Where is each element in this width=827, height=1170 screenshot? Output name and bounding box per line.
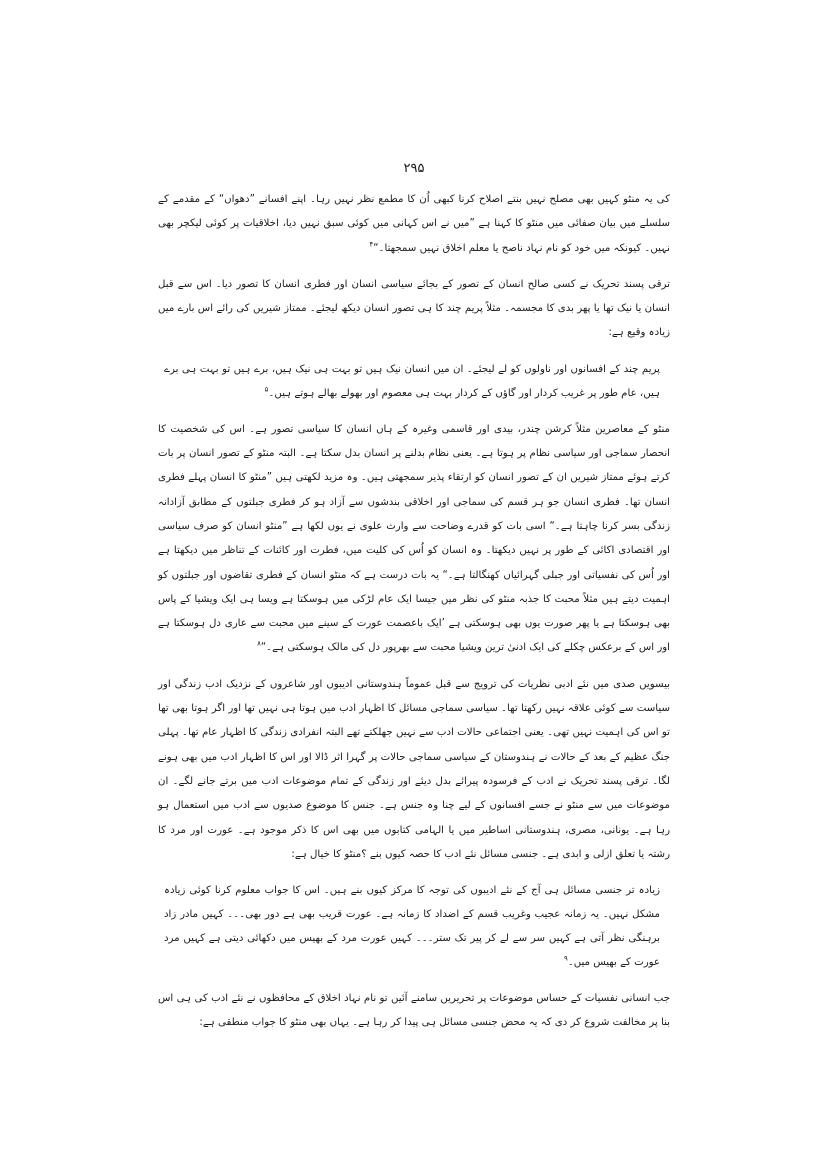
paragraph-1-text: کی یہ منٹو کہیں بھی مصلح نہیں بنتے اصلاح کرنا کبھی اُن کا مطمع نظر نہیں رہا۔ اپنے افسانے ”دھواں“ کے مقدمے کے سلسلے میں بیان صفائی میں منٹو کا کہنا ہے ”میں نے اس کہانی میں کوئی سبق نہیں دیا، اخلاقیات پر کوئی لیکچر بھی نہیں۔ کیونکہ میں خود کو نام نہاد ناصح یا معلم اخلاق نہیں سمجھتا۔“: [158, 194, 670, 254]
paragraph-1: [158, 188, 670, 261]
block-quote-2: [158, 879, 670, 975]
document-page: [158, 160, 670, 1048]
paragraph-2: ترقی پسند تحریک نے کسی صالح انسان کے تصور کے بجائے سیاسی انسان اور فطری انسان کا تصور دیا۔ اس سے قبل انسان یا نیک تھا یا پھر بدی کا مجسمہ۔ مثلاً پریم چند کا ہی تصور انسان دیکھ لیجئے۔ ممتاز شیریں کی رائے اس بارے میں زیادہ وقیع ہے:: [158, 278, 670, 339]
block-quote-1-para: [164, 358, 660, 406]
footnote-ref-9: ۹: [563, 954, 568, 963]
paragraph-4: بیسویں صدی میں نئے ادبی نظریات کی ترویج سے قبل عموماً ہندوستانی ادیبوں اور شاعروں کے نزدیک ادب زندگی اور سیاست سے کوئی علاقہ نہیں رکھتا تھا۔ سیاسی سماجی مسائل کا اظہار ادب میں ہوتا ہی نہیں تھا اور اگر ہوتا بھی تھا تو اس کی اہمیت نہیں تھی۔ یعنی اجتماعی حالات ادب سے نہیں جھلکتے تھے البتہ انفرادی زندگی کا اظہار عام تھا۔ پہلی جنگ عظیم کے بعد کے حالات نے ہندوستان کے سیاسی سماجی حالات پر گہرا اثر ڈالا اور اس کا اظہار ادب میں بھی ہونے لگا۔ ترقی پسند تحریک نے ادب کے فرسودہ پیرائے بدل دیئے اور زندگی کے تمام موضوعات ادب میں برتے جانے لگے۔ ان موضوعات میں سے منٹو نے جسے افسانوں کے لیے چنا وہ جنس ہے۔ جنس کا موضوع صدیوں سے ادب میں استعمال ہو رہا ہے۔ یونانی، مصری، ہندوستانی اساطیر میں یا الہامی کتابوں میں بھی اس کا ذکر موجود ہے۔ عورت اور مرد کا رشتہ یا تعلق ازلی و ابدی ہے۔ جنسی مسائل نئے ادب کا حصہ کیوں بنے ؟منٹو کا خیال ہے:: [158, 678, 670, 860]
page-number: ۲۹۵: [403, 161, 425, 176]
block-quote-2-text: زیادہ تر جنسی مسائل ہی آج کے نئے ادیبوں کی توجہ کا مرکز کیوں بنے ہیں۔ اس کا جواب معلوم کرنا کوئی زیادہ مشکل نہیں۔ یہ زمانہ عجیب وغریب قسم کے اضداد کا زمانہ ہے۔ عورت قریب بھی ہے دور بھی۔۔۔ کہیں مادر زاد برہنگی نظر آتی ہے کہیں سر سے لے کر پیر تک ستر۔۔۔ کہیں عورت مرد کے بھیس میں دکھائی دیتی ہے کہیں مرد عورت کے بھیس میں۔: [164, 885, 660, 969]
paragraph-3-text: منٹو کے معاصرین مثلاً کرشن چندر، بیدی اور قاسمی وغیرہ کے ہاں انسان کا سیاسی تصور ہے۔ اس کی شخصیت کا انحصار سماجی اور سیاسی نظام پر ہوتا ہے۔ یعنی نظام بدلنے پر انسان بدل سکتا ہے۔ البتہ منٹو کے تصور انسان پر بات کرتے ہوئے ممتاز شیریں ان کے تصور انسان کو ارتقاء پذیر سمجھتی ہیں۔ وہ مزید لکھتی ہیں ”منٹو کا انسان پہلے فطری انسان تھا۔ فطری انسان جو ہر قسم کی سماجی اور اخلاقی بندشوں سے آزاد ہو کر فطری جبلتوں کے مطابق آزادانہ زندگی بسر کرنا چاہتا ہے۔“ اسی بات کو قدرے وضاحت سے وارث علوی نے یوں لکھا ہے ”منٹو انسان کو صرف سیاسی اور اقتصادی اکائی کے طور پر نہیں دیکھتا۔ وہ انسان کو اُس کی کلیت میں، فطرت اور کائنات کے تناظر میں دیکھتا ہے اور اُس کی نفسیاتی اور جبلی گہرائیاں کھنگالتا ہے۔“ یہ بات درست ہے کہ منٹو انسان کے فطری تقاضوں اور جبلتوں کو اہمیت دیتے ہیں مثلاً محبت کا جذبہ منٹو کی نظر میں جیسا ایک عام لڑکی میں ہوسکتا ہے ویسا ہی ایک ویشیا کے پاس بھی ہوسکتا ہے یا پھر صورت یوں بھی ہوسکتی ہے ’ایک باعصمت عورت کے سینے میں محبت سے عاری دل ہوسکتا ہے اور اس کے برعکس چکلے کی ایک ادنیٰ ترین ویشیا محبت سے بھرپور دل کی مالک ہوسکتی ہے۔“: [158, 423, 670, 654]
block-quote-2-para: [164, 879, 660, 975]
footnote-ref-4: ۴: [369, 240, 374, 249]
paragraph-5: جب انسانی نفسیات کے حساس موضوعات پر تحریریں سامنے آئیں تو نام نہاد اخلاق کے محافظوں نے نئے ادب کی ہی اس بنا پر مخالفت شروع کر دی کہ یہ محض جنسی مسائل ہی پیدا کر رہا ہے۔ یہاں بھی منٹو کا جواب منطقی ہے:: [158, 993, 670, 1029]
paragraph-3: [158, 418, 670, 661]
footnote-ref-5: ۵: [264, 385, 269, 394]
block-quote-1: [158, 358, 670, 406]
block-quote-1-text: پریم چند کے افسانوں اور ناولوں کو لے لیجئے۔ ان میں انسان نیک ہیں تو بہت ہی نیک ہیں، برے ہیں تو بہت ہی برے ہیں، عام طور پر غریب کردار اور گاؤں کے کردار بہت ہی معصوم اور بھولے بھالے ہوتے ہیں۔: [164, 363, 660, 399]
footnote-ref-8: ۸: [257, 640, 261, 649]
